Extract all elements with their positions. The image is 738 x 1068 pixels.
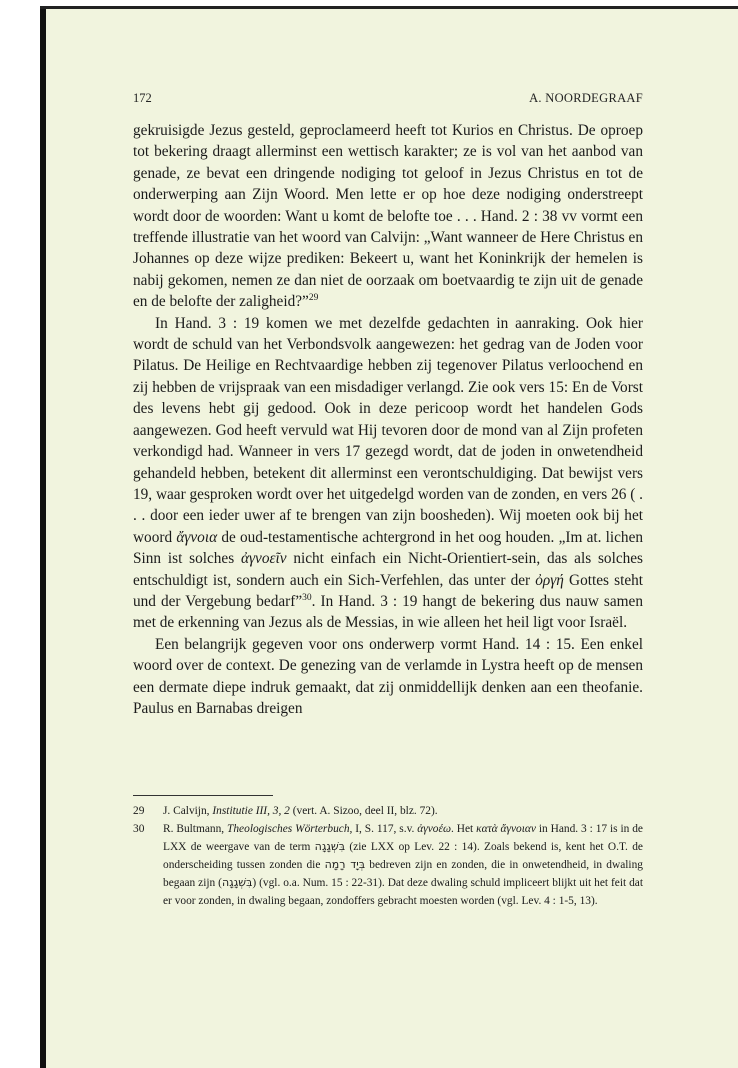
scan-edge-top (40, 6, 738, 9)
footnote-30: 30 R. Bultmann, Theologisches Wörterbuch, I, S. 117, s.v. ἀγνοέω. Het κατὰ ἄγνοιαν in Hand. 3 : 17 is in de LXX de weergave van de term בִּשְׁגָגָה (zie LXX op Lev. 22 : 14). Zoals bekend is, kent het O.T. de onderscheiding tussen zonden die בְּיָד רָמָה bedreven zijn en zonden, die in onwetendheid, in dwaling begaan zijn (בִּשְׁגָגָה) (vgl. o.a. Num. 15 : 22-31). Dat deze dwaling schuld impliceert blijkt uit het feit dat er voor zonden, in dwaling begaan, zondoffers gebracht moesten worden (vgl. Lev. 4 : 1-5, 13). (133, 820, 643, 910)
hebrew-term: בְּיָד רָמָה (324, 858, 366, 871)
footnote-number: 29 (133, 805, 145, 817)
greek-term: ὀργή (535, 571, 564, 589)
greek-term: ἀγνοέω (417, 823, 452, 835)
greek-term: κατὰ ἄγνοιαν (476, 823, 536, 835)
scan-edge-left (40, 6, 46, 1068)
footnote-ref-29[interactable]: 29 (308, 293, 319, 304)
running-author: A. NOORDEGRAAF (529, 91, 643, 105)
paragraph-3: Een belangrijk gegeven voor ons onderwerp vormt Hand. 14 : 15. Een enkel woord over de context. De genezing van de verlamde in Lystra heeft op de mensen een dermate diepe indruk gemaakt, dat zij onmiddellijk denken aan een theofanie. Paulus en Barnabas dreigen (133, 635, 643, 717)
footnotes (133, 802, 643, 910)
hebrew-term: בִּשְׁגָגָה (314, 840, 346, 853)
cited-title: Institutie III, 3, 2 (212, 805, 290, 817)
page-number: 172 (133, 91, 152, 105)
footnote-number: 30 (133, 823, 145, 835)
footnote-29: 29 J. Calvijn, Institutie III, 3, 2 (vert. A. Sizoo, deel II, blz. 72). (133, 802, 643, 820)
body-text (133, 120, 643, 719)
hebrew-term: בִּשְׁגָגָה (221, 876, 253, 889)
footnote-rule (133, 795, 273, 796)
paragraph-1: gekruisigde Jezus gesteld, geproclameerd heeft tot Kurios en Christus. De oproep tot bekering draagt allerminst een wettisch karakter; ze is vol van het aanbod van genade, ze bevat een dringende nodiging tot geloof in Jezus Christus en tot de onderwerping aan Zijn Woord. Men lette er op hoe deze nodiging onderstreept wordt door de woorden: Want u komt de belofte toe . . . Hand. 2 : 38 vv vormt een treffende illustratie van het woord van Calvijn: „Want wanneer de Here Christus en Johannes op deze wijze prediken: Bekeert u, want het Koninkrijk der hemelen is nabij gekomen, nemen ze dan niet de oorzaak om boetvaardig te zijn uit de genade en de belofte der zaligheid?”$^{29}$ (133, 122, 643, 311)
greek-term: ἀγνοεῖν (240, 550, 287, 568)
greek-term: ἄγνοια (176, 528, 218, 546)
footnote-ref-30[interactable]: 30 (302, 592, 312, 603)
paragraph-2: In Hand. 3 : 19 komen we met dezelfde gedachten in aanraking. Ook hier wordt de schuld van het Verbondsvolk aangewezen: het gedrag van de Joden voor Pilatus. De Heilige en Rechtvaardige hebben zij tegenover Pilatus verloochend en zij hebben de vrijspraak van een misdadiger verlangd. Zie ook vers 15: En de Vorst des levens hebt gij gedood. Ook in deze pericoop wordt het handelen Gods aangewezen. God heeft vervuld wat Hij tevoren door de mond van al Zijn profeten verkondigd had. Wanneer in vers 17 gezegd wordt, dat de joden in onwetendheid gehandeld hebben, betekent dit allerminst een verontschuldiging. Dat bewijst vers 19, waar gesproken wordt over het uitgedelgd worden van de zonden, en vers 26 ( . . . door een ieder uwer af te brengen van zijn boosheden). Wij moeten ook bij het woord ἄγνοια de oud-testamentische achtergrond in het oog houden. „Im at. lichen Sinn ist solches ἀγνοεῖν nicht einfach ein Nicht-Orientiert-sein, das als solches entschuldigt ist, sondern auch ein Sich-Verfehlen, das unter der ὀργή Gottes steht und der Vergebung bedarf”$^{30}$. In Hand. 3 : 19 hangt de bekering dus nauw samen met de erkenning van Jezus als de Messias, in wie alleen het heil ligt voor Israël. (133, 314, 644, 632)
cited-title: Theologisches Wörterbuch, (227, 823, 353, 835)
